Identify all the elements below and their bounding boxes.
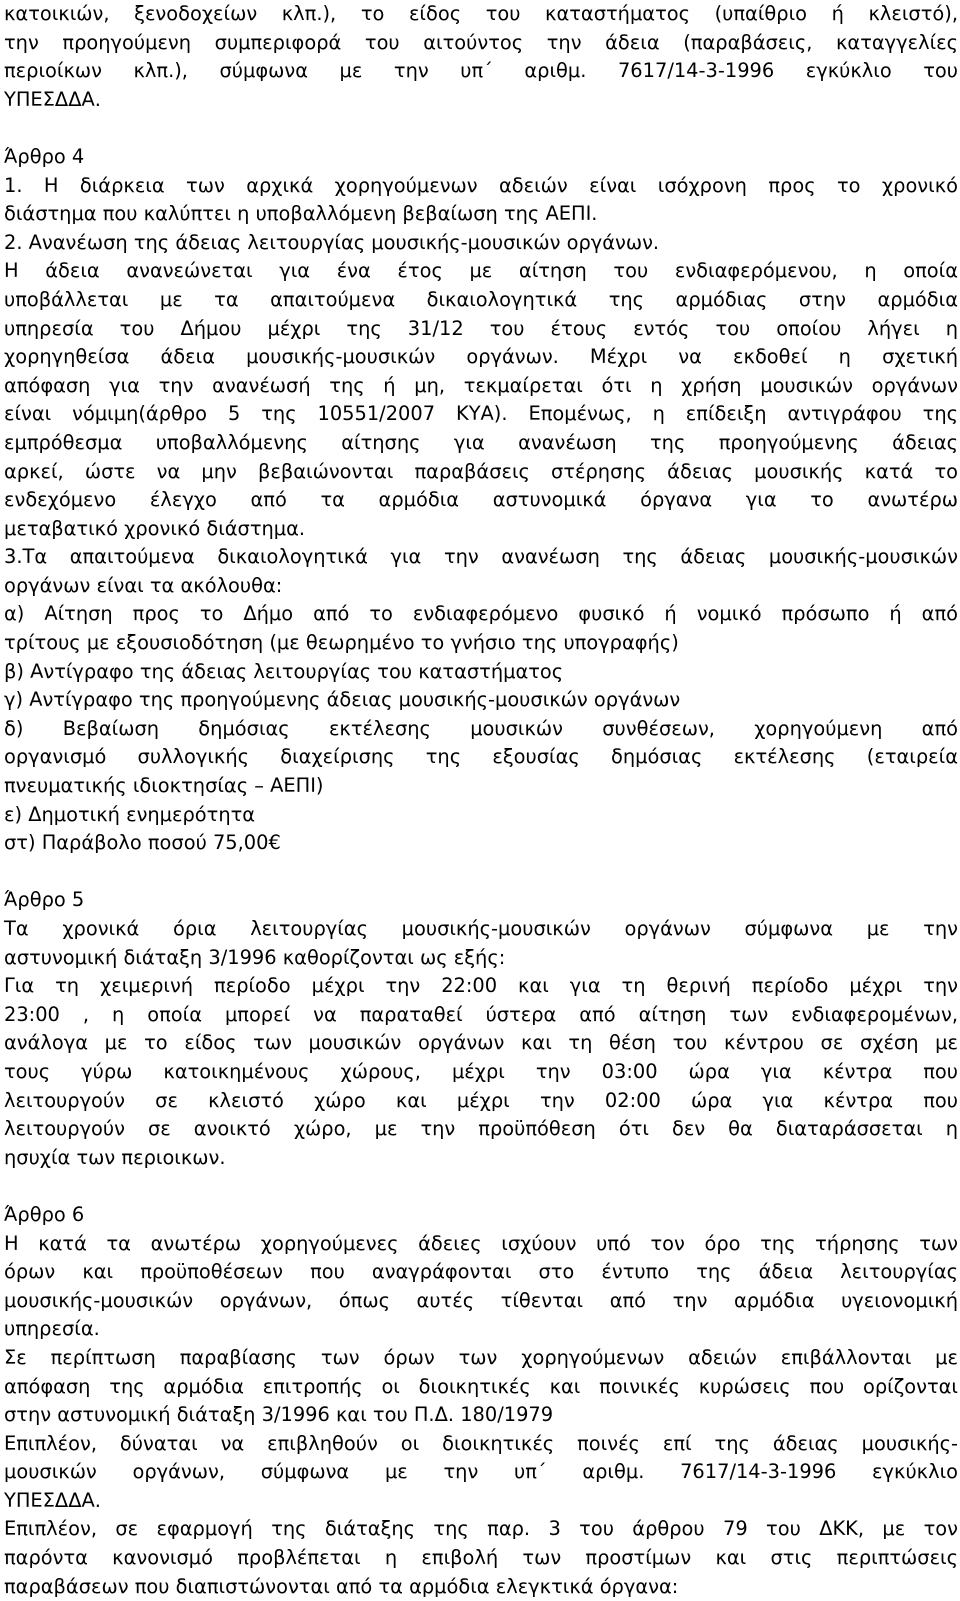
text-line: απόφαση για την ανανέωσή της ή μη, τεκμαίρεται ότι η χρήση μουσικών οργάνων (4, 373, 958, 397)
text-line: Τα χρονικά όρια λειτουργίας μουσικής-μουσικών οργάνων σύμφωνα με την (4, 917, 958, 940)
text-line: Η άδεια ανανεώνεται για ένα έτος με αίτηση του ενδιαφερόμενου, η οποία (4, 259, 958, 283)
text-line: οργανισμό συλλογικής διαχείρισης της εξουσίας δημόσιας εκτέλεσης (εταιρεία (4, 745, 958, 769)
text-line: Για τη χειμερινή περίοδο μέχρι την 22:00 και για τη θερινή περίοδο μέχρι την (4, 974, 958, 998)
text-line: 2. Ανανέωση της άδειας λειτουργίας μουσικής-μουσικών οργάνων. (4, 230, 660, 254)
text-line: υπηρεσία του Δήμου μέχρι της 31/12 του έτους εντός του οποίου λήγει η (4, 316, 958, 340)
text-line: χορηγηθείσα άδεια μουσικής-μουσικών οργάνων. Μέχρι να εκδοθεί η σχετική (4, 345, 958, 369)
text-line: Άρθρο 6 (4, 1202, 85, 1226)
text-line: 1. Η διάρκεια των αρχικά χορηγούμενων αδειών είναι ισόχρονη προς το χρονικό (4, 173, 958, 197)
text-line: διάστημα που καλύπτει η υποβαλλόμενη βεβαίωση της ΑΕΠΙ. (4, 202, 598, 226)
text-line: λειτουργούν σε ανοικτό χώρο, με την προϋπόθεση ότι δεν θα διαταράσσεται η (4, 1117, 958, 1141)
text-line: μεταβατικό χρονικό διάστημα. (4, 516, 306, 540)
text-line: ανάλογα με το είδος των μουσικών οργάνων και τη θέση του κέντρου σε σχέση με (4, 1031, 958, 1055)
text-line: δ) Βεβαίωση δημόσιας εκτέλεσης μουσικών συνθέσεων, χορηγούμενη από (4, 716, 958, 740)
blank-line (4, 114, 958, 143)
text-line: τους γύρω κατοικημένους χώρους, μέχρι την 03:00 ώρα για κέντρα που (4, 1059, 958, 1083)
text-line: είναι νόμιμη(άρθρο 5 της 10551/2007 ΚΥΑ). Επομένως, η επίδειξη αντιγράφου της (4, 402, 958, 426)
text-line: απόφαση της αρμόδια επιτροπής οι διοικητικές και ποινικές κυρώσεις που ορίζονται (4, 1374, 958, 1398)
text-line: 3.Τα απαιτούμενα δικαιολογητικά για την ανανέωση της άδειας μουσικής-μουσικών (4, 545, 958, 569)
text-line: ενδεχόμενο έλεγχο από τα αρμόδια αστυνομικά όργανα για το ανωτέρω (4, 488, 958, 512)
text-line: εμπρόθεσμα υποβαλλόμενης αίτησης για ανανέωση της προηγούμενης άδειας (4, 430, 958, 454)
text-line: αστυνομική διάταξη 3/1996 καθορίζονται ως εξής: (4, 945, 506, 969)
text-line: πνευματικής ιδιοκτησίας – ΑΕΠΙ) (4, 774, 324, 798)
text-line: την προηγούμενη συμπεριφορά του αιτούντος την άδεια (παραβάσεις, καταγγελίες (4, 30, 958, 54)
text-line: λειτουργούν σε κλειστό χώρο και μέχρι την 02:00 ώρα για κέντρα που (4, 1088, 958, 1112)
text-line: υποβάλλεται με τα απαιτούμενα δικαιολογητικά της αρμόδιας στην αρμόδια (4, 287, 958, 311)
text-line: Επιπλέον, σε εφαρμογή της διάταξης της παρ. 3 του άρθρου 79 του ΔΚΚ, με τον (4, 1517, 958, 1541)
blank-line (4, 1172, 958, 1201)
text-line: β) Αντίγραφο της άδειας λειτουργίας του καταστήματος (4, 659, 564, 683)
text-line: τρίτους με εξουσιοδότηση (με θεωρημένο το γνήσιο της υπογραφής) (4, 631, 679, 655)
text-line: Η κατά τα ανωτέρω χορηγούμενες άδειες ισχύουν υπό τον όρο της τήρησης των (4, 1231, 958, 1255)
text-line: μουσικών οργάνων, σύμφωνα με την υπ΄ αριθμ. 7617/14-3-1996 εγκύκλιο (4, 1460, 958, 1484)
text-line: Επιπλέον, δύναται να επιβληθούν οι διοικητικές ποινές επί της άδειας μουσικής- (4, 1431, 958, 1455)
text-line: ε) Δημοτική ενημερότητα (4, 802, 256, 826)
text-line: ΥΠΕΣΔΔΑ. (4, 87, 101, 111)
blank-line (4, 858, 958, 887)
text-line: Άρθρο 5 (4, 888, 85, 912)
text-line: παραβάσεων που διαπιστώνονται από τα αρμόδια ελεγκτικά όργανα: (4, 1574, 679, 1598)
text-line: α) Αίτηση προς το Δήμο από το ενδιαφερόμενο φυσικό ή νομικό πρόσωπο ή από (4, 602, 958, 626)
text-line: όρων και προϋποθέσεων που αναγράφονται στο έντυπο της άδεια λειτουργίας (4, 1260, 958, 1284)
text-line: ΥΠΕΣΔΔΑ. (4, 1488, 101, 1512)
text-line: γ) Αντίγραφο της προηγούμενης άδειας μουσικής-μουσικών οργάνων (4, 688, 681, 712)
text-line: περιοίκων κλπ.), σύμφωνα με την υπ΄ αριθμ. 7617/14-3-1996 εγκύκλιο του (4, 59, 958, 83)
text-line: μουσικής-μουσικών οργάνων, όπως αυτές τίθενται από την αρμόδια υγειονομική (4, 1288, 958, 1312)
text-line: οργάνων είναι τα ακόλουθα: (4, 573, 283, 597)
text-line: ησυχία των περιοικων. (4, 1145, 226, 1169)
text-line: υπηρεσία. (4, 1317, 100, 1341)
text-line: αρκεί, ώστε να μην βεβαιώνονται παραβάσεις στέρησης άδειας μουσικής κατά το (4, 459, 958, 483)
text-line: Άρθρο 4 (4, 144, 85, 168)
document-page (4, 0, 958, 1601)
text-line: 23:00 , η οποία μπορεί να παραταθεί ύστερα από αίτηση των ενδιαφερομένων, (4, 1002, 958, 1026)
text-line: Σε περίπτωση παραβίασης των όρων των χορηγούμενων αδειών επιβάλλονται με (4, 1345, 958, 1369)
text-line: στ) Παράβολο ποσού 75,00€ (4, 831, 281, 855)
text-line: στην αστυνομική διάταξη 3/1996 και του Π.Δ. 180/1979 (4, 1403, 554, 1427)
text-line: παρόντα κανονισμό προβλέπεται η επιβολή των προστίμων και στις περιπτώσεις (4, 1546, 958, 1570)
text-line: κατοικιών, ξενοδοχείων κλπ.), το είδος του καταστήματος (υπαίθριο ή κλειστό), (4, 2, 958, 25)
